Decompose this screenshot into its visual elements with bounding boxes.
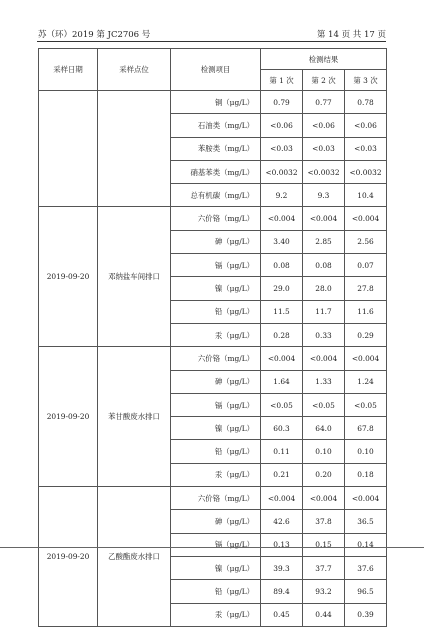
value-cell: <0.0032 bbox=[303, 160, 345, 183]
value-cell: <0.03 bbox=[261, 137, 303, 160]
value-cell: 0.77 bbox=[303, 91, 345, 114]
sampling-date-cell: 2019-09-20 bbox=[39, 347, 98, 487]
continued-site-cell bbox=[98, 91, 171, 207]
table-body bbox=[39, 91, 387, 627]
value-cell: <0.004 bbox=[345, 207, 387, 230]
value-cell: <0.004 bbox=[303, 207, 345, 230]
value-cell: 0.08 bbox=[261, 254, 303, 277]
page-indicator: 第 14 页 共 17 页 bbox=[316, 30, 386, 40]
report-number: 苏（环）2019 第 JC2706 号 bbox=[38, 30, 151, 40]
item-cell: 铜（μg/L） bbox=[171, 91, 261, 114]
value-cell: 0.28 bbox=[261, 323, 303, 346]
value-cell: <0.004 bbox=[261, 207, 303, 230]
item-cell: 镍（μg/L） bbox=[171, 277, 261, 300]
value-cell: 9.2 bbox=[261, 184, 303, 207]
item-cell: 六价铬（mg/L） bbox=[171, 207, 261, 230]
value-cell: 0.33 bbox=[303, 323, 345, 346]
value-cell: 1.64 bbox=[261, 370, 303, 393]
value-cell: 37.7 bbox=[303, 556, 345, 579]
value-cell: 1.33 bbox=[303, 370, 345, 393]
value-cell: 2.85 bbox=[303, 230, 345, 253]
sampling-date-cell: 2019-09-20 bbox=[39, 207, 98, 347]
value-cell: 0.79 bbox=[261, 91, 303, 114]
value-cell: 0.08 bbox=[303, 254, 345, 277]
value-cell: 0.44 bbox=[303, 603, 345, 626]
value-cell: 0.29 bbox=[345, 323, 387, 346]
value-cell: <0.05 bbox=[261, 393, 303, 416]
sampling-site-cell: 乙酸酯废水排口 bbox=[98, 487, 171, 627]
item-cell: 镉（μg/L） bbox=[171, 533, 261, 556]
value-cell: 0.11 bbox=[261, 440, 303, 463]
item-cell: 汞（μg/L） bbox=[171, 603, 261, 626]
value-cell: 10.4 bbox=[345, 184, 387, 207]
item-cell: 镍（μg/L） bbox=[171, 556, 261, 579]
col-header-run-3: 第 3 次 bbox=[345, 70, 387, 91]
value-cell: 39.3 bbox=[261, 556, 303, 579]
item-cell: 镉（μg/L） bbox=[171, 254, 261, 277]
value-cell: 11.7 bbox=[303, 300, 345, 323]
value-cell: 0.18 bbox=[345, 463, 387, 486]
value-cell: 60.3 bbox=[261, 417, 303, 440]
table-row bbox=[39, 91, 387, 114]
item-cell: 镉（μg/L） bbox=[171, 393, 261, 416]
col-header-run-2: 第 2 次 bbox=[303, 70, 345, 91]
value-cell: 28.0 bbox=[303, 277, 345, 300]
value-cell: 0.78 bbox=[345, 91, 387, 114]
value-cell: 36.5 bbox=[345, 510, 387, 533]
value-cell: 0.39 bbox=[345, 603, 387, 626]
value-cell: 11.5 bbox=[261, 300, 303, 323]
item-cell: 硝基苯类（mg/L） bbox=[171, 160, 261, 183]
value-cell: 0.20 bbox=[303, 463, 345, 486]
value-cell: <0.004 bbox=[303, 347, 345, 370]
value-cell: 0.07 bbox=[345, 254, 387, 277]
item-cell: 石油类（mg/L） bbox=[171, 114, 261, 137]
col-header-item: 检测项目 bbox=[171, 49, 261, 91]
value-cell: 29.0 bbox=[261, 277, 303, 300]
value-cell: 0.13 bbox=[261, 533, 303, 556]
item-cell: 汞（μg/L） bbox=[171, 463, 261, 486]
footer-divider bbox=[0, 547, 424, 548]
value-cell: 0.45 bbox=[261, 603, 303, 626]
item-cell: 总有机碳（mg/L） bbox=[171, 184, 261, 207]
item-cell: 六价铬（mg/L） bbox=[171, 487, 261, 510]
value-cell: <0.004 bbox=[303, 487, 345, 510]
item-cell: 铅（μg/L） bbox=[171, 440, 261, 463]
header-divider bbox=[37, 41, 386, 42]
value-cell: 0.21 bbox=[261, 463, 303, 486]
value-cell: 0.10 bbox=[303, 440, 345, 463]
col-header-results: 检测结果 bbox=[261, 49, 387, 70]
value-cell: <0.05 bbox=[345, 393, 387, 416]
value-cell: 1.24 bbox=[345, 370, 387, 393]
table-row bbox=[39, 347, 387, 370]
continued-date-cell bbox=[39, 91, 98, 207]
item-cell: 铅（μg/L） bbox=[171, 580, 261, 603]
value-cell: <0.06 bbox=[345, 114, 387, 137]
value-cell: 89.4 bbox=[261, 580, 303, 603]
value-cell: 3.40 bbox=[261, 230, 303, 253]
col-header-date: 采样日期 bbox=[39, 49, 98, 91]
value-cell: 64.0 bbox=[303, 417, 345, 440]
col-header-site: 采样点位 bbox=[98, 49, 171, 91]
col-header-run-1: 第 1 次 bbox=[261, 70, 303, 91]
item-cell: 镍（μg/L） bbox=[171, 417, 261, 440]
table-row bbox=[39, 487, 387, 510]
value-cell: 96.5 bbox=[345, 580, 387, 603]
sampling-site-cell: 邓纳盐车间排口 bbox=[98, 207, 171, 347]
value-cell: <0.004 bbox=[345, 487, 387, 510]
value-cell: 67.8 bbox=[345, 417, 387, 440]
value-cell: <0.03 bbox=[345, 137, 387, 160]
value-cell: 27.8 bbox=[345, 277, 387, 300]
value-cell: 2.56 bbox=[345, 230, 387, 253]
value-cell: <0.004 bbox=[261, 487, 303, 510]
item-cell: 铅（μg/L） bbox=[171, 300, 261, 323]
value-cell: 37.8 bbox=[303, 510, 345, 533]
value-cell: 37.6 bbox=[345, 556, 387, 579]
value-cell: <0.05 bbox=[303, 393, 345, 416]
value-cell: 0.15 bbox=[303, 533, 345, 556]
table-row bbox=[39, 207, 387, 230]
value-cell: <0.06 bbox=[261, 114, 303, 137]
item-cell: 六价铬（mg/L） bbox=[171, 347, 261, 370]
value-cell: <0.004 bbox=[261, 347, 303, 370]
value-cell: 11.6 bbox=[345, 300, 387, 323]
value-cell: 93.2 bbox=[303, 580, 345, 603]
value-cell: <0.06 bbox=[303, 114, 345, 137]
value-cell: <0.004 bbox=[345, 347, 387, 370]
sampling-date-cell: 2019-09-20 bbox=[39, 487, 98, 627]
value-cell: <0.0032 bbox=[261, 160, 303, 183]
item-cell: 苯胺类（mg/L） bbox=[171, 137, 261, 160]
results-table bbox=[38, 48, 387, 627]
item-cell: 砷（μg/L） bbox=[171, 510, 261, 533]
value-cell: 0.10 bbox=[345, 440, 387, 463]
item-cell: 汞（μg/L） bbox=[171, 323, 261, 346]
item-cell: 砷（μg/L） bbox=[171, 230, 261, 253]
value-cell: 0.14 bbox=[345, 533, 387, 556]
sampling-site-cell: 苯甘酸废水排口 bbox=[98, 347, 171, 487]
value-cell: <0.0032 bbox=[345, 160, 387, 183]
value-cell: <0.03 bbox=[303, 137, 345, 160]
item-cell: 砷（μg/L） bbox=[171, 370, 261, 393]
value-cell: 42.6 bbox=[261, 510, 303, 533]
value-cell: 9.3 bbox=[303, 184, 345, 207]
